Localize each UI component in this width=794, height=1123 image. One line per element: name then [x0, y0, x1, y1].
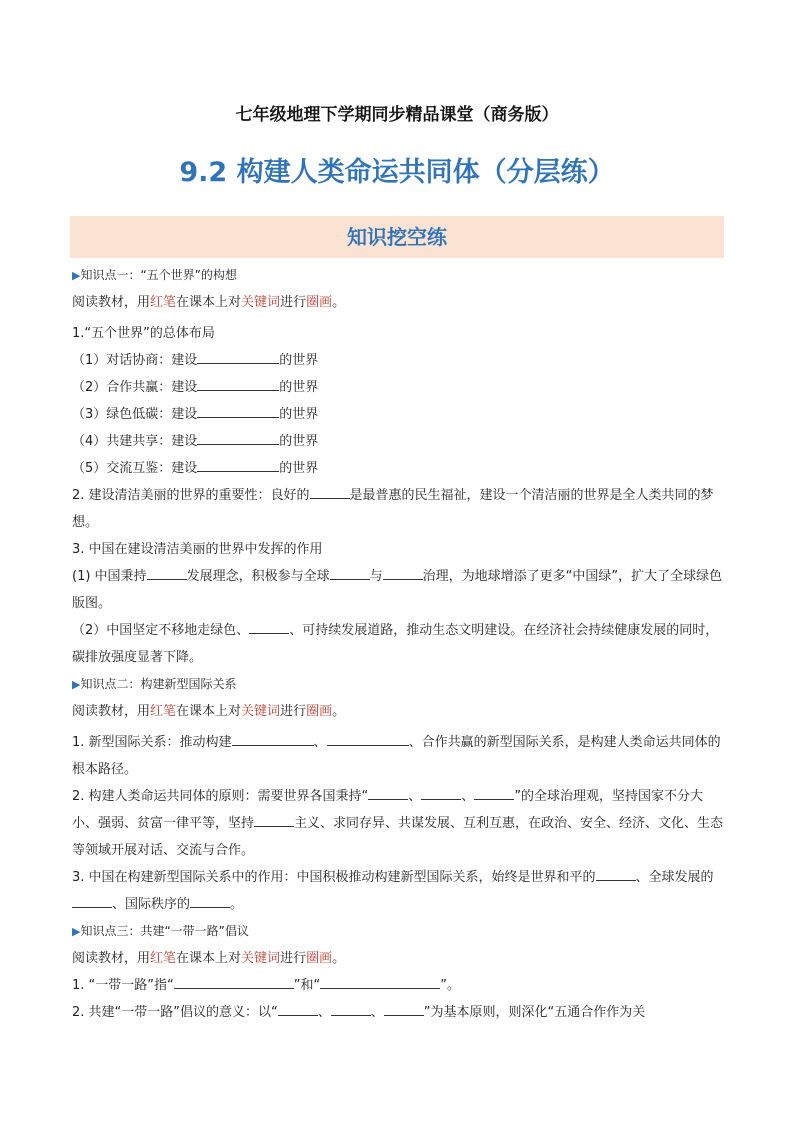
read-instruction: 阅读教材，用红笔在课本上对关键词进行圈画。 [72, 951, 346, 966]
answer-blank[interactable] [190, 893, 230, 908]
answer-blank[interactable] [331, 1001, 371, 1016]
answer-blank[interactable] [330, 565, 370, 580]
answer-blank[interactable] [327, 731, 409, 746]
question: 1. 新型国际关系：推动构建 、 、合作共赢的新型国际关系，是构建人类命运共同体的根本路径。 [72, 729, 726, 783]
section-heading: ▶知识点一：“五个世界”的构想 [72, 268, 237, 282]
question: 3. 中国在构建新型国际关系中的作用：中国积极推动构建新型国际关系，始终是世界和平的 、全球发展的、国际秩序的 。 [72, 864, 726, 918]
triangle-bullet-icon: ▶ [72, 925, 81, 938]
question: 2. 构建人类命运共同体的原则：需要世界各国秉持“ 、 、 ”的全球治理观，坚持国家不分大小、强弱、贫富一律平等，坚持 主义、求同存异、共谋发展、互利互惠，在政治、安全、经济、文化、生态等领域开展对话、交流与合作。 [72, 783, 726, 864]
answer-blank[interactable] [197, 403, 279, 418]
question: 2. 建设清洁美丽的世界的重要性：良好的 是最普惠的民生福祉，建设一个清洁丽的世界是全人类共同的梦想。 [72, 482, 726, 536]
triangle-bullet-icon: ▶ [72, 678, 81, 691]
section-banner: 知识挖空练 [70, 216, 724, 258]
section-heading: ▶知识点二：构建新型国际关系 [72, 677, 237, 691]
question-item: （3）绿色低碳：建设 的世界 [72, 401, 726, 428]
worksheet-content [72, 262, 726, 1026]
document-title: 9.2 构建人类命运共同体（分层练） [179, 157, 615, 188]
answer-blank[interactable] [383, 565, 423, 580]
document-subtitle: 七年级地理下学期同步精品课堂（商务版） [235, 105, 559, 125]
answer-blank[interactable] [254, 812, 294, 827]
question-item: （2）中国坚定不移地走绿色、 、可持续发展道路，推动生态文明建设。在经济社会持续健康发展的同时，碳排放强度显著下降。 [72, 617, 726, 671]
question-item: （4）共建共享：建设 的世界 [72, 428, 726, 455]
question: 3. 中国在建设清洁美丽的世界中发挥的作用 [72, 542, 323, 557]
answer-blank[interactable] [320, 974, 440, 989]
answer-blank[interactable] [368, 785, 408, 800]
answer-blank[interactable] [421, 785, 461, 800]
answer-blank[interactable] [474, 785, 514, 800]
question-item: （1）对话协商：建设 的世界 [72, 347, 726, 374]
answer-blank[interactable] [197, 349, 279, 364]
read-instruction: 阅读教材，用红笔在课本上对关键词进行圈画。 [72, 704, 346, 719]
read-instruction: 阅读教材，用红笔在课本上对关键词进行圈画。 [72, 295, 346, 310]
question: 1. “一带一路”指“ ”和“ ”。 [72, 972, 726, 999]
answer-blank[interactable] [174, 974, 294, 989]
triangle-bullet-icon: ▶ [72, 269, 81, 282]
answer-blank[interactable] [596, 866, 636, 881]
question: 2. 共建“一带一路”倡议的意义：以“ 、 、 ”为基本原则，则深化“五通合作作为关 [72, 999, 726, 1026]
section-heading: ▶知识点三：共建“一带一路”倡议 [72, 924, 249, 938]
answer-blank[interactable] [232, 731, 314, 746]
answer-blank[interactable] [249, 619, 289, 634]
answer-blank[interactable] [278, 1001, 318, 1016]
question-item: (1) 中国秉持 发展理念，积极参与全球 与 治理，为地球增添了更多“中国绿”，扩大了全球绿色版图。 [72, 563, 726, 617]
answer-blank[interactable] [197, 430, 279, 445]
answer-blank[interactable] [197, 457, 279, 472]
question-item: （5）交流互鉴：建设 的世界 [72, 455, 726, 482]
answer-blank[interactable] [310, 484, 350, 499]
answer-blank[interactable] [147, 565, 187, 580]
answer-blank[interactable] [384, 1001, 424, 1016]
question: 1.“五个世界”的总体布局 [72, 326, 215, 341]
answer-blank[interactable] [72, 893, 112, 908]
answer-blank[interactable] [197, 376, 279, 391]
question-item: （2）合作共赢：建设 的世界 [72, 374, 726, 401]
